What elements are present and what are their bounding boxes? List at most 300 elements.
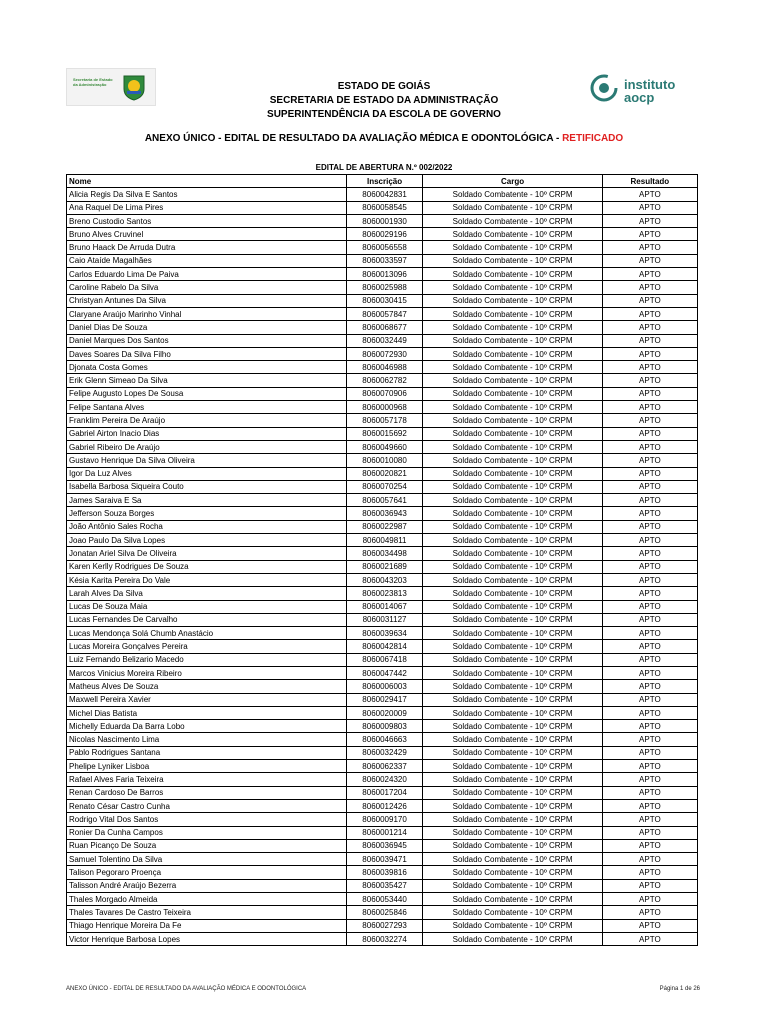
cell-nome: Bruno Haack De Arruda Dutra	[67, 241, 347, 254]
cell-resultado: APTO	[602, 361, 697, 374]
cell-nome: Maxwell Pereira Xavier	[67, 693, 347, 706]
cell-cargo: Soldado Combatente - 10º CRPM	[423, 520, 602, 533]
cell-nome: Ruan Picanço De Souza	[67, 839, 347, 852]
cell-nome: Thales Tavares De Castro Teixeira	[67, 906, 347, 919]
cell-resultado: APTO	[602, 839, 697, 852]
table-row	[67, 839, 698, 852]
cell-inscricao: 8060057178	[346, 414, 423, 427]
cell-cargo: Soldado Combatente - 10º CRPM	[423, 839, 602, 852]
cell-nome: Caio Ataíde Magalhães	[67, 254, 347, 267]
table-row	[67, 268, 698, 281]
document-subtitle	[0, 133, 768, 144]
cell-resultado: APTO	[602, 440, 697, 453]
cell-nome: Lucas Moreira Gonçalves Pereira	[67, 640, 347, 653]
cell-inscricao: 8060056558	[346, 241, 423, 254]
cell-nome: Breno Custodio Santos	[67, 214, 347, 227]
cell-nome: Marcos Vinicius Moreira Ribeiro	[67, 666, 347, 679]
cell-cargo: Soldado Combatente - 10º CRPM	[423, 786, 602, 799]
cell-inscricao: 8060033597	[346, 254, 423, 267]
cell-cargo: Soldado Combatente - 10º CRPM	[423, 813, 602, 826]
table-row	[67, 467, 698, 480]
cell-inscricao: 8060072930	[346, 347, 423, 360]
cell-inscricao: 8060032274	[346, 932, 423, 945]
subtitle-main: ANEXO ÚNICO - EDITAL DE RESULTADO DA AVALIAÇÃO MÉDICA E ODONTOLÓGICA -	[144, 133, 563, 144]
header-line-1: ESTADO DE GOIÁS	[337, 81, 431, 92]
retificado-label: RETIFICADO	[562, 133, 624, 144]
table-row	[67, 228, 698, 241]
table-row	[67, 733, 698, 746]
table-row	[67, 454, 698, 467]
table-row	[67, 919, 698, 932]
table-row	[67, 613, 698, 626]
cell-nome: Erik Glenn Simeao Da Silva	[67, 374, 347, 387]
cell-cargo: Soldado Combatente - 10º CRPM	[423, 201, 602, 214]
cell-resultado: APTO	[602, 799, 697, 812]
cell-inscricao: 8060042831	[346, 188, 423, 201]
cell-cargo: Soldado Combatente - 10º CRPM	[423, 653, 602, 666]
cell-resultado: APTO	[602, 919, 697, 932]
cell-nome: Lucas Mendonça Solá Chumb Anastácio	[67, 627, 347, 640]
table-row	[67, 600, 698, 613]
cell-inscricao: 8060043203	[346, 573, 423, 586]
cell-cargo: Soldado Combatente - 10º CRPM	[423, 294, 602, 307]
cell-inscricao: 8060046663	[346, 733, 423, 746]
cell-inscricao: 8060021689	[346, 560, 423, 573]
table-row	[67, 560, 698, 573]
cell-cargo: Soldado Combatente - 10º CRPM	[423, 627, 602, 640]
table-row	[67, 520, 698, 533]
table-row	[67, 826, 698, 839]
cell-cargo: Soldado Combatente - 10º CRPM	[423, 480, 602, 493]
cell-cargo: Soldado Combatente - 10º CRPM	[423, 613, 602, 626]
cell-cargo: Soldado Combatente - 10º CRPM	[423, 188, 602, 201]
cell-cargo: Soldado Combatente - 10º CRPM	[423, 228, 602, 241]
cell-resultado: APTO	[602, 547, 697, 560]
cell-resultado: APTO	[602, 294, 697, 307]
table-row	[67, 587, 698, 600]
cell-inscricao: 8060025988	[346, 281, 423, 294]
cell-nome: Michelly Eduarda Da Barra Lobo	[67, 720, 347, 733]
table-row	[67, 640, 698, 653]
cell-inscricao: 8060057641	[346, 494, 423, 507]
cell-resultado: APTO	[602, 507, 697, 520]
cell-nome: Ronier Da Cunha Campos	[67, 826, 347, 839]
table-row	[67, 440, 698, 453]
table-body	[67, 188, 698, 946]
cell-resultado: APTO	[602, 214, 697, 227]
table-row	[67, 361, 698, 374]
cell-resultado: APTO	[602, 201, 697, 214]
cell-cargo: Soldado Combatente - 10º CRPM	[423, 241, 602, 254]
cell-nome: Alicia Regis Da Silva E Santos	[67, 188, 347, 201]
cell-cargo: Soldado Combatente - 10º CRPM	[423, 467, 602, 480]
cell-inscricao: 8060049811	[346, 534, 423, 547]
cell-resultado: APTO	[602, 427, 697, 440]
cell-cargo: Soldado Combatente - 10º CRPM	[423, 281, 602, 294]
cell-inscricao: 8060000968	[346, 401, 423, 414]
cell-cargo: Soldado Combatente - 10º CRPM	[423, 414, 602, 427]
cell-resultado: APTO	[602, 520, 697, 533]
cell-nome: James Saraiva E Sa	[67, 494, 347, 507]
table-row	[67, 932, 698, 945]
cell-cargo: Soldado Combatente - 10º CRPM	[423, 547, 602, 560]
table-row	[67, 866, 698, 879]
header-resultado: Resultado	[602, 175, 697, 188]
cell-resultado: APTO	[602, 680, 697, 693]
cell-inscricao: 8060027293	[346, 919, 423, 932]
cell-nome: Christyan Antunes Da Silva	[67, 294, 347, 307]
cell-nome: Franklim Pereira De Araújo	[67, 414, 347, 427]
cell-nome: Felipe Santana Alves	[67, 401, 347, 414]
cell-resultado: APTO	[602, 347, 697, 360]
table-row	[67, 401, 698, 414]
cell-cargo: Soldado Combatente - 10º CRPM	[423, 666, 602, 679]
table-row	[67, 906, 698, 919]
table-row	[67, 653, 698, 666]
cell-inscricao: 8060062782	[346, 374, 423, 387]
header-inscricao: Inscrição	[346, 175, 423, 188]
cell-nome: Phelipe Lyniker Lisboa	[67, 760, 347, 773]
table-row	[67, 334, 698, 347]
cell-cargo: Soldado Combatente - 10º CRPM	[423, 214, 602, 227]
cell-cargo: Soldado Combatente - 10º CRPM	[423, 254, 602, 267]
cell-cargo: Soldado Combatente - 10º CRPM	[423, 746, 602, 759]
cell-cargo: Soldado Combatente - 10º CRPM	[423, 932, 602, 945]
table-row	[67, 241, 698, 254]
table-row	[67, 706, 698, 719]
cell-cargo: Soldado Combatente - 10º CRPM	[423, 879, 602, 892]
cell-cargo: Soldado Combatente - 10º CRPM	[423, 560, 602, 573]
table-row	[67, 627, 698, 640]
cell-inscricao: 8060014067	[346, 600, 423, 613]
cell-cargo: Soldado Combatente - 10º CRPM	[423, 347, 602, 360]
cell-nome: Gustavo Henrique Da Silva Oliveira	[67, 454, 347, 467]
cell-nome: Felipe Augusto Lopes De Sousa	[67, 387, 347, 400]
cell-inscricao: 8060025846	[346, 906, 423, 919]
cell-inscricao: 8060039816	[346, 866, 423, 879]
cell-nome: Larah Alves Da Silva	[67, 587, 347, 600]
cell-cargo: Soldado Combatente - 10º CRPM	[423, 720, 602, 733]
edital-number: EDITAL DE ABERTURA N.º 002/2022	[315, 163, 453, 172]
cell-inscricao: 8060030415	[346, 294, 423, 307]
cell-cargo: Soldado Combatente - 10º CRPM	[423, 826, 602, 839]
table-row	[67, 773, 698, 786]
cell-resultado: APTO	[602, 494, 697, 507]
table-row	[67, 427, 698, 440]
table-row	[67, 281, 698, 294]
cell-resultado: APTO	[602, 613, 697, 626]
table-row	[67, 534, 698, 547]
cell-cargo: Soldado Combatente - 10º CRPM	[423, 600, 602, 613]
cell-resultado: APTO	[602, 228, 697, 241]
cell-inscricao: 8060020821	[346, 467, 423, 480]
cell-cargo: Soldado Combatente - 10º CRPM	[423, 906, 602, 919]
cell-nome: Djonata Costa Gomes	[67, 361, 347, 374]
cell-nome: Rodrigo Vital Dos Santos	[67, 813, 347, 826]
cell-nome: Samuel Tolentino Da Silva	[67, 853, 347, 866]
table-row	[67, 214, 698, 227]
table-row	[67, 374, 698, 387]
cell-resultado: APTO	[602, 414, 697, 427]
cell-inscricao: 8060058545	[346, 201, 423, 214]
cell-inscricao: 8060009170	[346, 813, 423, 826]
cell-nome: Caroline Rabelo Da Silva	[67, 281, 347, 294]
cell-nome: Luiz Fernando Belizario Macedo	[67, 653, 347, 666]
cell-nome: Isabella Barbosa Siqueira Couto	[67, 480, 347, 493]
cell-resultado: APTO	[602, 733, 697, 746]
cell-cargo: Soldado Combatente - 10º CRPM	[423, 494, 602, 507]
cell-resultado: APTO	[602, 241, 697, 254]
table-row	[67, 547, 698, 560]
cell-nome: Renato César Castro Cunha	[67, 799, 347, 812]
table-row	[67, 321, 698, 334]
cell-cargo: Soldado Combatente - 10º CRPM	[423, 361, 602, 374]
table-row	[67, 746, 698, 759]
cell-resultado: APTO	[602, 640, 697, 653]
cell-nome: Renan Cardoso De Barros	[67, 786, 347, 799]
cell-inscricao: 8060062337	[346, 760, 423, 773]
cell-inscricao: 8060039471	[346, 853, 423, 866]
cell-inscricao: 8060034498	[346, 547, 423, 560]
cell-cargo: Soldado Combatente - 10º CRPM	[423, 640, 602, 653]
cell-cargo: Soldado Combatente - 10º CRPM	[423, 706, 602, 719]
cell-resultado: APTO	[602, 760, 697, 773]
cell-cargo: Soldado Combatente - 10º CRPM	[423, 573, 602, 586]
cell-inscricao: 8060057847	[346, 307, 423, 320]
header-nome: Nome	[67, 175, 347, 188]
cell-nome: Daniel Dias De Souza	[67, 321, 347, 334]
cell-inscricao: 8060036945	[346, 839, 423, 852]
cell-inscricao: 8060020009	[346, 706, 423, 719]
cell-inscricao: 8060015692	[346, 427, 423, 440]
cell-cargo: Soldado Combatente - 10º CRPM	[423, 334, 602, 347]
cell-nome: Pablo Rodrigues Santana	[67, 746, 347, 759]
cell-resultado: APTO	[602, 693, 697, 706]
cell-cargo: Soldado Combatente - 10º CRPM	[423, 893, 602, 906]
cell-resultado: APTO	[602, 307, 697, 320]
cell-resultado: APTO	[602, 666, 697, 679]
cell-inscricao: 8060023813	[346, 587, 423, 600]
cell-resultado: APTO	[602, 893, 697, 906]
cell-inscricao: 8060042814	[346, 640, 423, 653]
brand-line-1: instituto	[624, 77, 676, 92]
cell-cargo: Soldado Combatente - 10º CRPM	[423, 680, 602, 693]
cell-nome: Nicolas Nascimento Lima	[67, 733, 347, 746]
cell-resultado: APTO	[602, 188, 697, 201]
table-row	[67, 294, 698, 307]
table-row	[67, 307, 698, 320]
cell-inscricao: 8060068677	[346, 321, 423, 334]
cell-cargo: Soldado Combatente - 10º CRPM	[423, 534, 602, 547]
header-line-2: SECRETARIA DE ESTADO DA ADMINISTRAÇÃO	[269, 95, 499, 106]
cell-inscricao: 8060070906	[346, 387, 423, 400]
cell-cargo: Soldado Combatente - 10º CRPM	[423, 454, 602, 467]
table-row	[67, 786, 698, 799]
cell-resultado: APTO	[602, 268, 697, 281]
cell-resultado: APTO	[602, 706, 697, 719]
cell-inscricao: 8060010080	[346, 454, 423, 467]
cell-resultado: APTO	[602, 480, 697, 493]
cell-nome: Joao Paulo Da Silva Lopes	[67, 534, 347, 547]
cell-nome: Victor Henrique Barbosa Lopes	[67, 932, 347, 945]
table-header-row	[67, 175, 698, 188]
cell-cargo: Soldado Combatente - 10º CRPM	[423, 760, 602, 773]
cell-nome: Talisson André Araújo Bezerra	[67, 879, 347, 892]
cell-cargo: Soldado Combatente - 10º CRPM	[423, 268, 602, 281]
cell-cargo: Soldado Combatente - 10º CRPM	[423, 866, 602, 879]
cell-resultado: APTO	[602, 387, 697, 400]
cell-resultado: APTO	[602, 281, 697, 294]
cell-nome: Lucas De Souza Maia	[67, 600, 347, 613]
cell-resultado: APTO	[602, 587, 697, 600]
cell-nome: Rafael Alves Faria Teixeira	[67, 773, 347, 786]
table-row	[67, 813, 698, 826]
cell-nome: Thiago Henrique Moreira Da Fe	[67, 919, 347, 932]
cell-inscricao: 8060017204	[346, 786, 423, 799]
cell-cargo: Soldado Combatente - 10º CRPM	[423, 799, 602, 812]
table-row	[67, 879, 698, 892]
cell-nome: Igor Da Luz Alves	[67, 467, 347, 480]
table-row	[67, 693, 698, 706]
cell-nome: Karen Kerlly Rodrigues De Souza	[67, 560, 347, 573]
cell-cargo: Soldado Combatente - 10º CRPM	[423, 387, 602, 400]
cell-resultado: APTO	[602, 826, 697, 839]
brand-line-2: aocp	[624, 90, 655, 105]
cell-cargo: Soldado Combatente - 10º CRPM	[423, 427, 602, 440]
cell-inscricao: 8060035427	[346, 879, 423, 892]
cell-cargo: Soldado Combatente - 10º CRPM	[423, 693, 602, 706]
cell-inscricao: 8060001930	[346, 214, 423, 227]
cell-resultado: APTO	[602, 786, 697, 799]
table-row	[67, 893, 698, 906]
cell-nome: Jefferson Souza Borges	[67, 507, 347, 520]
cell-cargo: Soldado Combatente - 10º CRPM	[423, 919, 602, 932]
document-header	[0, 77, 768, 122]
cell-inscricao: 8060029196	[346, 228, 423, 241]
cell-nome: Jonatan Ariel Silva De Oliveira	[67, 547, 347, 560]
cell-nome: Talison Pegoraro Proença	[67, 866, 347, 879]
table-row	[67, 347, 698, 360]
cell-nome: Michel Dias Batista	[67, 706, 347, 719]
table-row	[67, 387, 698, 400]
cell-resultado: APTO	[602, 746, 697, 759]
cell-cargo: Soldado Combatente - 10º CRPM	[423, 853, 602, 866]
cell-resultado: APTO	[602, 906, 697, 919]
cell-resultado: APTO	[602, 600, 697, 613]
cell-resultado: APTO	[602, 560, 697, 573]
cell-nome: Bruno Alves Cruvinel	[67, 228, 347, 241]
cell-inscricao: 8060024320	[346, 773, 423, 786]
results-table	[66, 174, 698, 946]
cell-inscricao: 8060001214	[346, 826, 423, 839]
footer-title: ANEXO ÚNICO - EDITAL DE RESULTADO DA AVALIAÇÃO MÉDICA E ODONTOLÓGICA	[66, 986, 307, 992]
cell-cargo: Soldado Combatente - 10º CRPM	[423, 507, 602, 520]
cell-inscricao: 8060036943	[346, 507, 423, 520]
table-row	[67, 480, 698, 493]
cell-resultado: APTO	[602, 932, 697, 945]
cell-cargo: Soldado Combatente - 10º CRPM	[423, 773, 602, 786]
table-row	[67, 680, 698, 693]
cell-resultado: APTO	[602, 773, 697, 786]
cell-cargo: Soldado Combatente - 10º CRPM	[423, 587, 602, 600]
cell-nome: Daniel Marques Dos Santos	[67, 334, 347, 347]
table-row	[67, 414, 698, 427]
table-row	[67, 666, 698, 679]
table-row	[67, 494, 698, 507]
page-number: Página 1 de 26	[659, 986, 700, 992]
cell-cargo: Soldado Combatente - 10º CRPM	[423, 440, 602, 453]
cell-inscricao: 8060009803	[346, 720, 423, 733]
cell-cargo: Soldado Combatente - 10º CRPM	[423, 307, 602, 320]
cell-nome: Matheus Alves De Souza	[67, 680, 347, 693]
cell-inscricao: 8060022987	[346, 520, 423, 533]
cell-inscricao: 8060049660	[346, 440, 423, 453]
cell-inscricao: 8060046988	[346, 361, 423, 374]
cell-resultado: APTO	[602, 374, 697, 387]
cell-resultado: APTO	[602, 653, 697, 666]
cell-resultado: APTO	[602, 879, 697, 892]
table-row	[67, 507, 698, 520]
cell-resultado: APTO	[602, 401, 697, 414]
cell-resultado: APTO	[602, 853, 697, 866]
logo-left-text: Secretaria de Estado da Administração	[73, 77, 113, 87]
cell-inscricao: 8060029417	[346, 693, 423, 706]
cell-inscricao: 8060053440	[346, 893, 423, 906]
cell-inscricao: 8060006003	[346, 680, 423, 693]
cell-nome: Carlos Eduardo Lima De Paiva	[67, 268, 347, 281]
header-cargo: Cargo	[423, 175, 602, 188]
cell-nome: Lucas Fernandes De Carvalho	[67, 613, 347, 626]
table-row	[67, 201, 698, 214]
cell-nome: Thales Morgado Almeida	[67, 893, 347, 906]
cell-resultado: APTO	[602, 321, 697, 334]
cell-inscricao: 8060032449	[346, 334, 423, 347]
cell-nome: Késia Karita Pereira Do Vale	[67, 573, 347, 586]
cell-cargo: Soldado Combatente - 10º CRPM	[423, 321, 602, 334]
table-row	[67, 760, 698, 773]
cell-resultado: APTO	[602, 454, 697, 467]
cell-nome: Claryane Araújo Marinho Vinhal	[67, 307, 347, 320]
cell-resultado: APTO	[602, 334, 697, 347]
cell-nome: João Antônio Sales Rocha	[67, 520, 347, 533]
cell-resultado: APTO	[602, 720, 697, 733]
cell-nome: Gabriel Airton Inacio Dias	[67, 427, 347, 440]
cell-nome: Ana Raquel De Lima Pires	[67, 201, 347, 214]
table-row	[67, 573, 698, 586]
cell-inscricao: 8060032429	[346, 746, 423, 759]
table-row	[67, 254, 698, 267]
cell-resultado: APTO	[602, 627, 697, 640]
cell-resultado: APTO	[602, 467, 697, 480]
cell-inscricao: 8060012426	[346, 799, 423, 812]
table-row	[67, 188, 698, 201]
cell-inscricao: 8060070254	[346, 480, 423, 493]
cell-inscricao: 8060039634	[346, 627, 423, 640]
cell-inscricao: 8060067418	[346, 653, 423, 666]
cell-resultado: APTO	[602, 534, 697, 547]
cell-nome: Gabriel Ribeiro De Araújo	[67, 440, 347, 453]
cell-inscricao: 8060047442	[346, 666, 423, 679]
cell-resultado: APTO	[602, 813, 697, 826]
cell-inscricao: 8060013096	[346, 268, 423, 281]
cell-inscricao: 8060031127	[346, 613, 423, 626]
cell-resultado: APTO	[602, 254, 697, 267]
cell-resultado: APTO	[602, 573, 697, 586]
table-row	[67, 799, 698, 812]
cell-nome: Daves Soares Da Silva Filho	[67, 347, 347, 360]
cell-cargo: Soldado Combatente - 10º CRPM	[423, 374, 602, 387]
table-row	[67, 720, 698, 733]
